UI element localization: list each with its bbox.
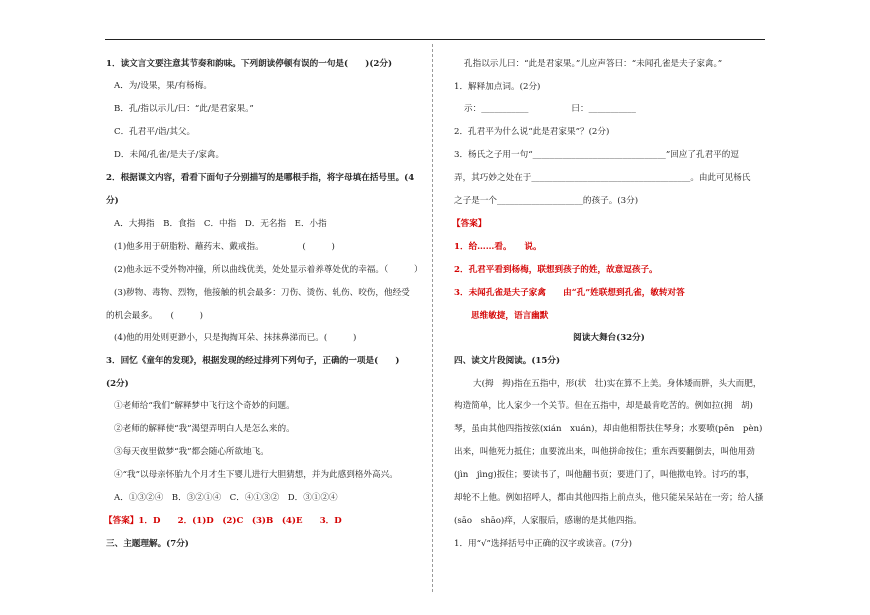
q2-stem-line1: 2．根据课文内容，看看下面句子分别描写的是哪根手指，将字母填在括号里。(4 (106, 173, 415, 183)
left-answer-label: 【答案】 (104, 516, 139, 526)
q2-item-4: (4)他的用处则更渺小，只是掏掏耳朵、抹抹鼻涕而已。( ) (114, 333, 357, 343)
q2-stem-line2: 分) (106, 196, 119, 206)
q1-option-b: B．孔/指以示儿/曰：“此/是君家果。” (114, 104, 254, 114)
r-answer-1: 1．给……看。 说。 (454, 242, 542, 252)
passage-line-1: 大(拇 拇)指在五指中，形(状 壮)实在算不上美。身体矮而胖，头大而肥， (473, 379, 762, 389)
r-q3-line1: 3．杨氏之子用一句“_______________________________”回应了孔君平的逗 (454, 150, 739, 160)
stage-title: 阅读大舞台(32分) (573, 333, 645, 343)
passage-line-7: (sāo shāo)痒，人家服后，感谢的是其他四指。 (454, 516, 642, 526)
column-divider (432, 44, 433, 592)
r-answer-3-cont: 思维敏捷，语言幽默 (471, 311, 549, 321)
r-q1-stem: 1．解释加点词。(2分) (454, 82, 541, 92)
passage-line-4: 出来，叫他死力抵住；血要流出来，叫他拼命按住；重东西要翻倒去，叫他用劲 (454, 447, 755, 457)
r-last-question: 1．用“√”选择括号中正确的汉字或读音。(7分) (454, 539, 632, 549)
q3-item-3: ③每天夜里做梦“我”都会随心所欲地飞。 (114, 447, 269, 457)
r-q2-stem: 2．孔君平为什么说“此是君家果”？(2分) (454, 127, 610, 137)
passage-line-3: 琴，虽由其他四指按弦(xián xuán)，却由他相帮扶住琴身；水要喷(pēn pèn) (454, 424, 763, 434)
passage-line-2: 构造简单，比人家少一个关节。但在五指中，却是最肯吃苦的。例如拉(拥 胡) (454, 401, 753, 411)
q2-item-2: (2)他永远不受外物冲撞，所以曲线优美，处处显示着养尊处优的幸福。（ ） (114, 265, 423, 275)
passage-line-6: 却轮不上他。例如招呼人，都由其他四指上前点头，他只能呆呆站在一旁；给人搔 (454, 493, 764, 503)
q3-item-2: ②老师的解释使“我”渴望弄明白人是怎么来的。 (114, 424, 295, 434)
r-answer-3: 3．未闻孔雀是夫子家禽 由“孔”姓联想到孔雀，敏转对答 (454, 288, 685, 298)
r-answer-2: 2．孔君平看到杨梅，联想到孩子的姓，故意逗孩子。 (454, 265, 658, 275)
section4-heading: 四、读文片段阅读。(15分) (454, 356, 561, 366)
r-q1-blanks: 示：___________ 曰：___________ (464, 104, 636, 114)
q1-option-c: C．孔君平/诣/其父。 (114, 127, 196, 137)
q1-stem: 1．读文言文要注意其节奏和韵味。下列朗读停顿有误的一句是( )(2分) (106, 59, 393, 69)
header-rule (105, 39, 765, 40)
q3-stem-line2: (2分) (106, 379, 129, 389)
q2-item-1: (1)他多用于研脂粉、蘸药末、戴戒指。 ( ) (114, 242, 335, 252)
q2-choices: A．大拇指 B．食指 C．中指 D．无名指 E．小指 (114, 219, 327, 229)
q3-choices: A．①③②④ B．③②①④ C．④①③② D．③①②④ (114, 493, 338, 503)
q2-item-3: (3)秽物、毒物、烈物，他接触的机会最多：刀伤、烫伤、轧伤、咬伤，他经受 (114, 288, 410, 298)
q3-stem-line1: 3．回忆《童年的发现》，根据发现的经过排列下列句子，正确的一项是( ) (106, 356, 400, 366)
r-q3-line3: 之子是一个____________________的孩子。(3分) (454, 196, 639, 206)
q1-option-a: A．为/设果，果/有杨梅。 (114, 81, 212, 91)
passage-excerpt: 孔指以示儿曰：“此是君家果。”儿应声答曰：“未闻孔雀是夫子家禽。” (464, 59, 723, 69)
passage-line-5: (jìn jìng)扳住；要读书了，叫他翻书页；要进门了，叫他揿电铃。讨巧的事， (454, 470, 755, 480)
r-q3-line2: 弄，其巧妙之处在于_____________________________________。由此可见杨氏 (454, 173, 751, 183)
q2-item-3-cont: 的机会最多。 ( ) (106, 311, 203, 321)
left-answer-text: 1．D 2．(1)D (2)C (3)B (4)E 3．D (138, 516, 342, 526)
left-answer (104, 516, 342, 527)
r-answer-label: 【答案】 (452, 219, 487, 229)
q3-item-4: ④“我”以母亲怀胎九个月才生下婴儿进行大胆猜想，并为此感到格外高兴。 (114, 470, 398, 480)
q1-option-d: D．未闻/孔雀/是夫子/家禽。 (114, 150, 225, 160)
q3-item-1: ①老师给“我们”解释梦中飞行这个奇妙的问题。 (114, 401, 295, 411)
section3-heading: 三、主题理解。(7分) (106, 539, 189, 549)
